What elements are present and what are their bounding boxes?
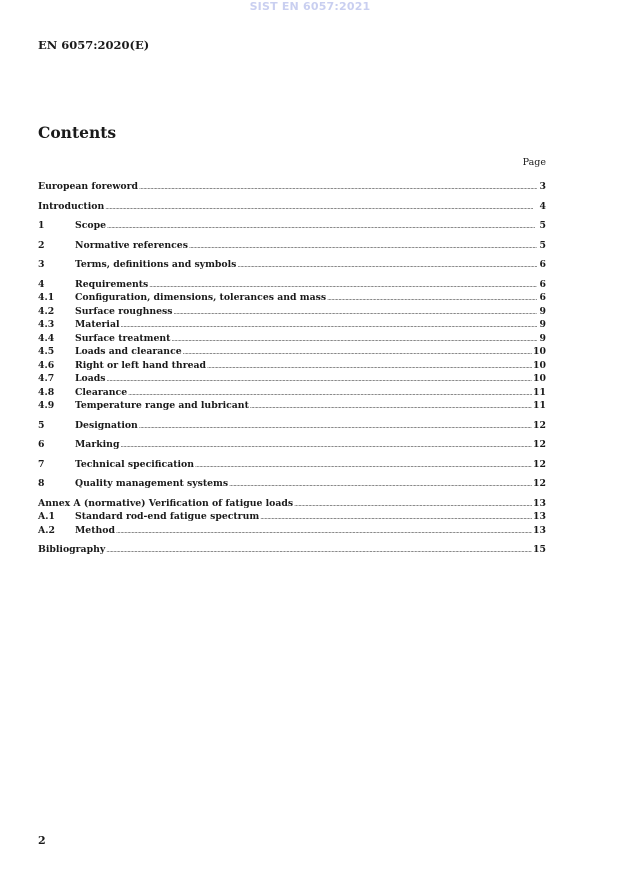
toc-entry-quality-management[interactable] <box>38 477 546 491</box>
dot-leader <box>116 525 532 539</box>
dot-leader <box>195 459 532 473</box>
toc-entry-european-foreword[interactable] <box>38 180 546 194</box>
dot-leader <box>237 259 537 273</box>
toc-entry-title: Requirements <box>75 278 149 290</box>
toc-entry-title: Introduction <box>38 200 105 212</box>
dot-leader <box>250 400 532 414</box>
toc-entry-page: 10 <box>533 359 546 371</box>
toc-entry-title: Right or left hand thread <box>75 359 207 371</box>
toc-entry-title: Loads and clearance <box>75 346 182 357</box>
toc-entry-terms-definitions[interactable] <box>38 258 546 272</box>
toc-entry-number: 4.1 <box>38 292 55 303</box>
toc-entry-title: Surface treatment <box>75 332 171 344</box>
toc-entry-number: 4.3 <box>38 319 55 330</box>
dot-leader <box>260 511 532 525</box>
dot-leader <box>139 420 532 434</box>
dot-leader <box>107 373 533 387</box>
page-number: 2 <box>38 834 46 847</box>
toc-entry-method[interactable] <box>38 524 546 538</box>
toc-entry-page: 9 <box>539 305 546 317</box>
dot-leader <box>128 387 532 401</box>
toc-entry-number: 4.8 <box>38 386 55 398</box>
dot-leader <box>149 279 537 293</box>
toc-entry-page: 5 <box>539 220 546 231</box>
toc-entry-title: Standard rod-end fatigue spectrum <box>75 511 260 522</box>
dot-leader <box>207 360 532 374</box>
toc-entry-title: Terms, definitions and symbols <box>75 259 237 270</box>
toc-entry-title: Loads <box>75 373 106 384</box>
toc-entry-page: 13 <box>533 497 546 509</box>
toc-entry-number: 8 <box>38 478 45 489</box>
watermark: SIST EN 6057:2021 <box>249 0 371 13</box>
toc-entry-loads-clearance[interactable] <box>38 345 546 359</box>
toc-entry-scope[interactable] <box>38 219 546 233</box>
toc-entry-number: 4.7 <box>38 373 55 384</box>
toc-entry-temperature[interactable] <box>38 399 546 413</box>
toc-entry-title: Annex A (normative) Verification of fatigue loads <box>38 497 294 509</box>
toc-entry-title: Marking <box>75 439 120 450</box>
toc-entry-page: 9 <box>539 332 546 344</box>
dot-leader <box>105 201 537 215</box>
toc-entry-surface-treatment[interactable] <box>38 332 546 346</box>
page-column-label: Page <box>522 157 546 168</box>
toc-entry-page: 12 <box>533 478 546 489</box>
toc-entry-title: Surface roughness <box>75 305 173 317</box>
toc-entry-number: 4 <box>38 278 45 290</box>
toc-entry-page: 12 <box>533 419 546 431</box>
toc-entry-number: 4.4 <box>38 332 55 344</box>
toc-entry-number: A.1 <box>38 511 55 522</box>
toc-entry-title: Clearance <box>75 386 128 398</box>
toc-entry-page: 13 <box>533 511 546 522</box>
toc-entry-title: Quality management systems <box>75 478 229 489</box>
toc-entry-number: 4.9 <box>38 400 55 411</box>
toc-entry-number: 4.2 <box>38 305 55 317</box>
toc-entry-configuration[interactable] <box>38 291 546 305</box>
toc-entry-title: Bibliography <box>38 544 106 555</box>
toc-entry-page: 6 <box>539 259 546 270</box>
toc-entry-title: Normative references <box>75 239 188 251</box>
dot-leader <box>120 439 532 453</box>
toc-entry-loads[interactable] <box>38 372 546 386</box>
toc-entry-title: Configuration, dimensions, tolerances and mass <box>75 292 327 303</box>
toc-entry-number: 4.5 <box>38 346 55 357</box>
dot-leader <box>229 478 532 492</box>
toc-entry-number: 1 <box>38 220 45 231</box>
toc-entry-page: 10 <box>533 346 546 357</box>
toc-entry-page: 6 <box>539 292 546 303</box>
toc-entry-page: 10 <box>533 373 546 384</box>
toc-entry-number: 2 <box>38 239 45 251</box>
toc-entry-page: 12 <box>533 439 546 450</box>
document-id: EN 6057:2020(E) <box>38 38 150 52</box>
table-of-contents <box>38 180 546 557</box>
toc-entry-number: 4.6 <box>38 359 55 371</box>
toc-entry-title: Material <box>75 319 120 330</box>
toc-entry-fatigue-spectrum[interactable] <box>38 510 546 524</box>
toc-entry-title: Temperature range and lubricant <box>75 400 249 411</box>
dot-leader <box>294 498 532 512</box>
contents-title: Contents <box>38 123 117 142</box>
dot-leader <box>189 240 537 254</box>
toc-entry-page: 12 <box>533 458 546 470</box>
toc-entry-normative-references[interactable] <box>38 239 546 253</box>
toc-entry-introduction[interactable] <box>38 200 546 214</box>
toc-entry-page: 11 <box>533 400 546 411</box>
dot-leader <box>171 333 537 347</box>
toc-entry-clearance[interactable] <box>38 386 546 400</box>
toc-entry-title: European foreword <box>38 181 138 192</box>
toc-entry-surface-roughness[interactable] <box>38 305 546 319</box>
dot-leader <box>121 319 537 333</box>
toc-entry-page: 4 <box>539 200 546 212</box>
toc-entry-technical-specification[interactable] <box>38 458 546 472</box>
toc-entry-page: 5 <box>539 239 546 251</box>
toc-entry-bibliography[interactable] <box>38 543 546 557</box>
toc-entry-page: 13 <box>533 524 546 536</box>
toc-entry-title: Technical specification <box>75 458 195 470</box>
toc-entry-number: 7 <box>38 458 45 470</box>
toc-entry-page: 9 <box>539 319 546 330</box>
toc-entry-title: Scope <box>75 220 106 231</box>
toc-entry-page: 6 <box>539 278 546 290</box>
toc-entry-number: 5 <box>38 419 45 431</box>
toc-entry-page: 11 <box>533 386 546 398</box>
toc-entry-number: 3 <box>38 259 45 270</box>
toc-entry-designation[interactable] <box>38 419 546 433</box>
dot-leader <box>327 292 537 306</box>
dot-leader <box>183 346 532 360</box>
toc-entry-material[interactable] <box>38 318 546 332</box>
dot-leader <box>139 181 537 195</box>
toc-entry-annex-a[interactable] <box>38 497 546 511</box>
toc-entry-number: 6 <box>38 439 45 450</box>
toc-entry-title: Method <box>75 524 115 536</box>
toc-entry-page: 15 <box>533 544 546 555</box>
toc-entry-thread[interactable] <box>38 359 546 373</box>
toc-entry-requirements[interactable] <box>38 278 546 292</box>
dot-leader <box>106 544 532 558</box>
dot-leader <box>107 220 537 234</box>
dot-leader <box>173 306 537 320</box>
toc-entry-number: A.2 <box>38 524 55 536</box>
toc-entry-marking[interactable] <box>38 438 546 452</box>
toc-entry-title: Designation <box>75 419 138 431</box>
toc-entry-page: 3 <box>539 181 546 192</box>
